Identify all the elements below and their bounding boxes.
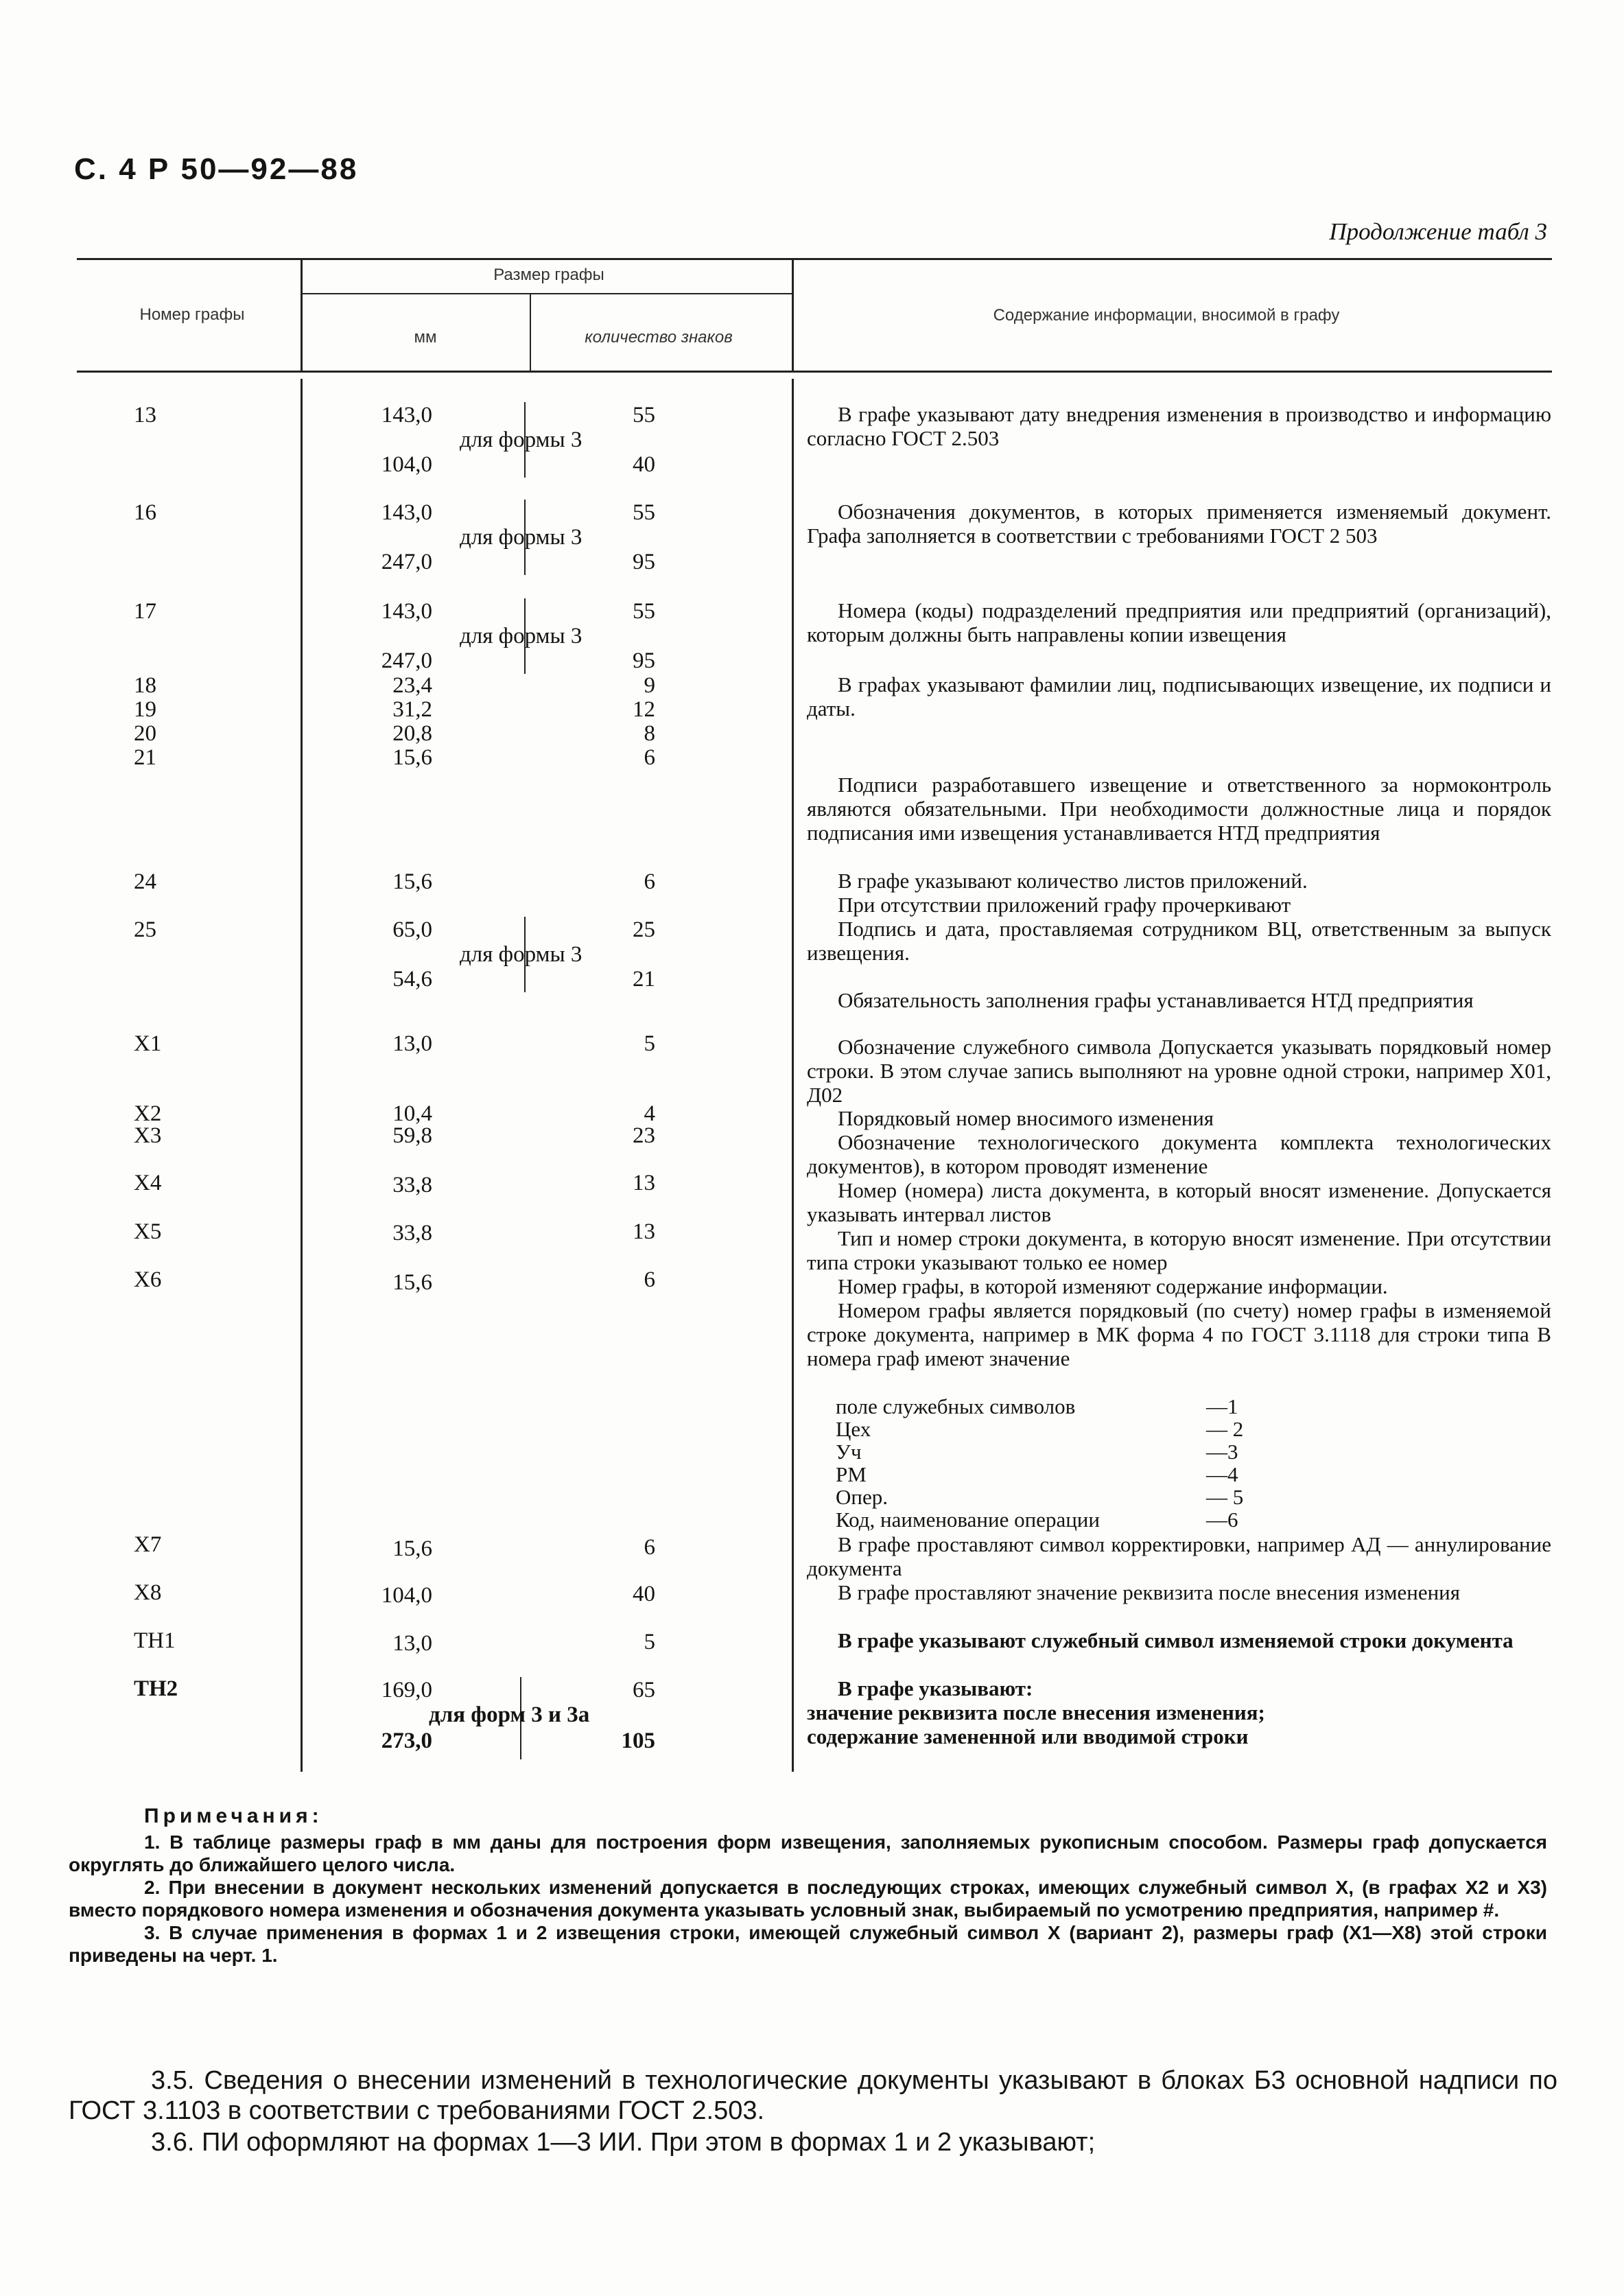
table-top-rule bbox=[77, 258, 1552, 260]
row-x7-chars: 6 bbox=[644, 1535, 655, 1560]
row-x6-number: Х6 bbox=[134, 1267, 162, 1292]
row-x2-chars: 4 bbox=[644, 1101, 655, 1126]
row-13-number: 13 bbox=[134, 403, 156, 427]
row-x8-content: В графе проставляют значение реквизита после внесения изменения bbox=[838, 1580, 1461, 1604]
notes-title: Примечания: bbox=[144, 1805, 323, 1827]
note-2: 2. При внесении в документ нескольких изменений допускается в последующих строках, имеющих служебный символ Х, (в графах Х2 и Х3) вместо порядкового номера изменения и обозначения документа указывать условный знак, выбираемый по усмотрению предприятия, например #. bbox=[69, 1877, 1547, 1921]
row-16-mm: 143,0 bbox=[381, 500, 432, 525]
row-13-mm: 143,0 bbox=[381, 403, 432, 427]
header-size: Размер графы bbox=[493, 266, 604, 284]
row-16-chars: 55 bbox=[633, 500, 655, 525]
x6-list-value-6: —6 bbox=[1206, 1508, 1238, 1532]
x6-list-value-1: —1 bbox=[1206, 1394, 1238, 1418]
row-x1-mm: 13,0 bbox=[392, 1031, 432, 1056]
row-19-chars: 12 bbox=[633, 697, 655, 722]
row-13-content: В графе указывают дату внедрения изменения в производство и информацию согласно ГОСТ 2.503 bbox=[807, 402, 1551, 450]
row-th2-mm: 169,0 bbox=[381, 1678, 432, 1702]
x6-list-value-4: —4 bbox=[1206, 1462, 1238, 1486]
row-20-mm: 20,8 bbox=[392, 721, 432, 746]
row-25-chars: 25 bbox=[633, 917, 655, 942]
row-20-number: 20 bbox=[134, 721, 156, 746]
x6-list-label-5: Опер. bbox=[836, 1485, 888, 1509]
row-16-content: Обозначения документов, в которых применяется изменяемый документ. Графа заполняется в соответствии с требованиями ГОСТ 2 503 bbox=[807, 500, 1551, 548]
x6-list-value-2: — 2 bbox=[1206, 1417, 1244, 1441]
row-25-number: 25 bbox=[134, 917, 156, 942]
table-col-divider-3 bbox=[792, 258, 794, 371]
row-25-form: для формы 3 bbox=[460, 942, 582, 967]
row-x7-mm: 15,6 bbox=[392, 1536, 432, 1561]
row-th2-chars-forms: 105 bbox=[621, 1729, 655, 1753]
row-18-chars: 9 bbox=[644, 673, 655, 698]
header-number: Номер графы bbox=[139, 305, 245, 324]
row-17-chars-form3: 95 bbox=[633, 648, 655, 673]
row-x5-number: Х5 bbox=[134, 1219, 162, 1244]
row-x3-number: Х3 bbox=[134, 1123, 162, 1148]
row-13-form: для формы 3 bbox=[460, 427, 582, 452]
row-x7-content: В графе проставляют символ корректировки, например АД — аннулирование документа bbox=[807, 1532, 1551, 1580]
row-th1-number: ТН1 bbox=[134, 1628, 176, 1653]
row-17-form: для формы 3 bbox=[460, 624, 582, 648]
row-x6-chars: 6 bbox=[644, 1267, 655, 1292]
x6-list-label-2: Цех bbox=[836, 1417, 871, 1441]
row-th2-chars: 65 bbox=[633, 1678, 655, 1702]
note-1: 1. В таблице размеры граф в мм даны для построения форм извещения, заполняемых рукописным способом. Размеры граф допускается округлять до ближайшего целого числа. bbox=[69, 1831, 1547, 1875]
table-col-divider-2 bbox=[530, 293, 531, 371]
row-21-number: 21 bbox=[134, 745, 156, 770]
row-21-chars: 6 bbox=[644, 745, 655, 770]
row-24-mm: 15,6 bbox=[392, 869, 432, 894]
row-24-content: В графе указывают количество листов приложений. При отсутствии приложений графу прочеркивают bbox=[838, 869, 1308, 917]
table-body-divider-3 bbox=[792, 379, 794, 1772]
row-x1-chars: 5 bbox=[644, 1031, 655, 1056]
row-x2-content: Порядковый номер вносимого изменения bbox=[838, 1106, 1214, 1130]
row-th2-content: В графе указывают: значение реквизита после внесения изменения; содержание замененной или вводимой строки bbox=[807, 1676, 1265, 1748]
section-3-5: 3.5. Сведения о внесении изменений в технологические документы указывают в блоках Б3 основной надписи по ГОСТ 3.1103 в соответствии с требованиями ГОСТ 2.503. bbox=[69, 2066, 1557, 2125]
row-th2-mm-forms: 273,0 bbox=[381, 1729, 432, 1753]
table-col-divider-1 bbox=[301, 258, 303, 371]
row-x8-number: Х8 bbox=[134, 1580, 162, 1605]
row-18-mm: 23,4 bbox=[392, 673, 432, 698]
row-x8-chars: 40 bbox=[633, 1582, 655, 1606]
row-16-chars-form3: 95 bbox=[633, 550, 655, 574]
section-3-6: 3.6. ПИ оформляют на формах 1—3 ИИ. При этом в формах 1 и 2 указывают; bbox=[151, 2128, 1096, 2157]
row-17-chars: 55 bbox=[633, 599, 655, 624]
row-24-number: 24 bbox=[134, 869, 156, 894]
row-th2-form: для форм 3 и 3а bbox=[429, 1702, 590, 1727]
row-x1-content: Обозначение служебного символа Допускается указывать порядковый номер строки. В этом случае запись выполняют на уровне одной строки, например Х01, Д02 bbox=[807, 1035, 1551, 1107]
row-th1-chars: 5 bbox=[644, 1630, 655, 1654]
x6-list-value-5: — 5 bbox=[1206, 1485, 1244, 1509]
row-17-mm-form3: 247,0 bbox=[381, 648, 432, 673]
row-20-chars: 8 bbox=[644, 721, 655, 746]
row-13-mm-form3: 104,0 bbox=[381, 452, 432, 477]
row-x4-mm: 33,8 bbox=[392, 1173, 432, 1197]
row-x6-content: Номер графы, в которой изменяют содержание информации. Номером графы является порядковый (по счету) номер графы в изменяемой строке документа, например в МК форма 4 по ГОСТ 3.1118 для строки типа В номера граф имеют значение bbox=[807, 1274, 1551, 1370]
note-3: 3. В случае применения в формах 1 и 2 извещения строки, имеющей служебный символ Х (вариант 2), размеры граф (Х1—Х8) этой строки приведены на черт. 1. bbox=[69, 1922, 1547, 1966]
page-header: С. 4 Р 50—92—88 bbox=[74, 152, 359, 186]
table-body-divider-1 bbox=[301, 379, 303, 1772]
row-x5-content: Тип и номер строки документа, в которую вносят изменение. При отсутствии типа строки указывают только ее номер bbox=[807, 1226, 1551, 1274]
row-25-mm-form3: 54,6 bbox=[392, 967, 432, 992]
row-x3-mm: 59,8 bbox=[392, 1123, 432, 1148]
row-25-content-note: Обязательность заполнения графы устанавливается НТД предприятия bbox=[838, 988, 1474, 1012]
row-25-chars-form3: 21 bbox=[633, 967, 655, 992]
row-19-mm: 31,2 bbox=[392, 697, 432, 722]
row-16-form: для формы 3 bbox=[460, 525, 582, 550]
row-x4-content: Номер (номера) листа документа, в который вносят изменение. Допускается указывать интервал листов bbox=[807, 1178, 1551, 1226]
row-x7-number: Х7 bbox=[134, 1532, 162, 1557]
row-x1-number: Х1 bbox=[134, 1031, 162, 1056]
row-x4-chars: 13 bbox=[633, 1171, 655, 1195]
row-x3-chars: 23 bbox=[633, 1123, 655, 1148]
header-content: Содержание информации, вносимой в графу bbox=[993, 306, 1340, 325]
x6-list-value-3: —3 bbox=[1206, 1440, 1238, 1464]
row-th1-content: В графе указывают служебный символ изменяемой строки документа bbox=[838, 1628, 1514, 1652]
row-x5-chars: 13 bbox=[633, 1219, 655, 1244]
notes-body bbox=[69, 1831, 1547, 1967]
table-continuation-label: Продолжение табл 3 bbox=[1329, 218, 1547, 245]
x6-list-label-4: РМ bbox=[836, 1462, 867, 1486]
row-25-mm: 65,0 bbox=[392, 917, 432, 942]
row-18-number: 18 bbox=[134, 673, 156, 698]
row-17-mm: 143,0 bbox=[381, 599, 432, 624]
row-th2-number: ТН2 bbox=[134, 1676, 178, 1701]
row-21-content: Подписи разработавшего извещение и ответственного за нормоконтроль являются обязательными. При необходимости должностные лица и порядок подписания ими извещения устанавливается НТД предприятия bbox=[807, 773, 1551, 845]
row-25-content: Подпись и дата, проставляемая сотрудником ВЦ, ответственным за выпуск извещения. bbox=[807, 917, 1551, 965]
row-x5-mm: 33,8 bbox=[392, 1221, 432, 1245]
table-size-subrule bbox=[301, 293, 792, 294]
row-x3-content: Обозначение технологического документа комплекта технологических документов), в котором проводят изменение bbox=[807, 1130, 1551, 1178]
row-x2-mm: 10,4 bbox=[392, 1101, 432, 1126]
table-header-bottom-rule bbox=[77, 371, 1552, 373]
row-21-mm: 15,6 bbox=[392, 745, 432, 770]
x6-list-label-3: Уч bbox=[836, 1440, 862, 1464]
x6-list-label-6: Код, наименование операции bbox=[836, 1508, 1100, 1532]
row-24-chars: 6 bbox=[644, 869, 655, 894]
row-18-content: В графах указывают фамилии лиц, подписывающих извещение, их подписи и даты. bbox=[807, 672, 1551, 721]
x6-list-label-1: поле служебных символов bbox=[836, 1394, 1076, 1418]
row-x6-mm: 15,6 bbox=[392, 1270, 432, 1295]
row-13-chars-form3: 40 bbox=[633, 452, 655, 477]
row-th1-mm: 13,0 bbox=[392, 1631, 432, 1656]
row-16-number: 16 bbox=[134, 500, 156, 525]
row-x2-number: Х2 bbox=[134, 1101, 162, 1126]
row-x4-number: Х4 bbox=[134, 1171, 162, 1195]
header-mm: мм bbox=[414, 328, 437, 347]
row-17-number: 17 bbox=[134, 599, 156, 624]
row-16-mm-form3: 247,0 bbox=[381, 550, 432, 574]
row-17-content: Номера (коды) подразделений предприятия или предприятий (организаций), которым должны быть направлены копии извещения bbox=[807, 598, 1551, 646]
header-chars: количество знаков bbox=[585, 328, 733, 347]
row-x8-mm: 104,0 bbox=[381, 1583, 432, 1608]
row-13-chars: 55 bbox=[633, 403, 655, 427]
row-19-number: 19 bbox=[134, 697, 156, 722]
